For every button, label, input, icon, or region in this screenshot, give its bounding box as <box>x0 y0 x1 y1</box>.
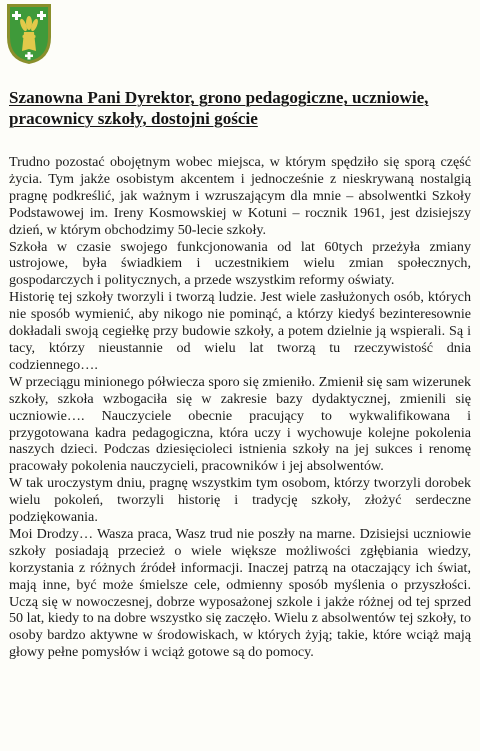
paragraph-intro: Trudno pozostać obojętnym wobec miejsca, w którym spędziło się sporą część życia. Tym jakże osobistym akcentem i jednocześnie z nieskrywaną nostalgią pragnę podkreślić, jak ważnym i wzruszającym dla mnie – absolwentki Szkoły Podstawowej im. Ireny Kosmowskiej w Kotuni – rocznik 1961, jest dzisiejszy dzień, w którym obchodzimy 50-lecie szkoły. <box>9 154 471 238</box>
speech-body <box>9 154 471 661</box>
paragraph-changes: W przeciągu minionego półwiecza sporo się zmieniło. Zmienił się sam wizerunek szkoły, szkoła wzbogaciła się w zakresie bazy dydaktycznej, zmienili się uczniowie…. Nauczyciele obecnie pracujący to wykwalifikowana i przygotowana kadra pedagogiczna, która uczy i wychowuje kolejne pokolenia naszych dzieci. Podczas dziesięcioleci istnienia szkoły na jej sukces i renomę pracowały pokolenia nauczycieli, pracowników i jej absolwentów. <box>9 373 471 475</box>
speech-heading: Szanowna Pani Dyrektor, grono pedagogiczne, uczniowie, pracownicy szkoły, dostojni goście <box>9 88 429 128</box>
paragraph-history: Szkoła w czasie swojego funkcjonowania od lat 60tych przeżyła zmiany ustrojowe, była świadkiem i uczestnikiem wielu zmian społecznych, gospodarczych i politycznych, a przede wszystkim reformy oświaty. <box>9 238 471 289</box>
paragraph-thanks: W tak uroczystym dniu, pragnę wszystkim tym osobom, którzy tworzyli dorobek wielu pokoleń, tworzyli historię i tradycję szkoły, złożyć serdeczne podziękowania. <box>9 475 471 526</box>
coat-of-arms-emblem <box>6 3 52 65</box>
paragraph-students: Moi Drodzy… Wasza praca, Wasz trud nie poszły na marne. Dzisiejsi uczniowie szkoły posiadają przecież o wiele większe możliwości zgłębiania wiedzy, korzystania z różnych źródeł informacji. Inaczej patrzą na otaczający ich świat, mają inne, być może śmielsze cele, odmienny sposób myślenia o przyszłości. Uczą się w nowoczesnej, dobrze wyposażonej szkole i jakże różnej od tej sprzed 50 lat, kiedy to na dobre wszystko się zaczęło. Wielu z absolwentów tej szkoły, to osoby bardzo aktywne w środowiskach, w których żyją; takie, które wciąż mają głowy pełne pomysłów i wciąż gotowe są do pomocy. <box>9 525 471 661</box>
paragraph-people: Historię tej szkoły tworzyli i tworzą ludzie. Jest wiele zasłużonych osób, których nie sposób wymienić, aby nikogo nie pominąć, a którzy kiedyś bezinteresownie dokładali swoją cegiełkę przy budowie szkoły, a potem dzielnie ją wspierali. Są i tacy, którzy nieustannie od wielu lat tworzą tu rzeczywistość dnia codziennego…. <box>9 289 471 373</box>
